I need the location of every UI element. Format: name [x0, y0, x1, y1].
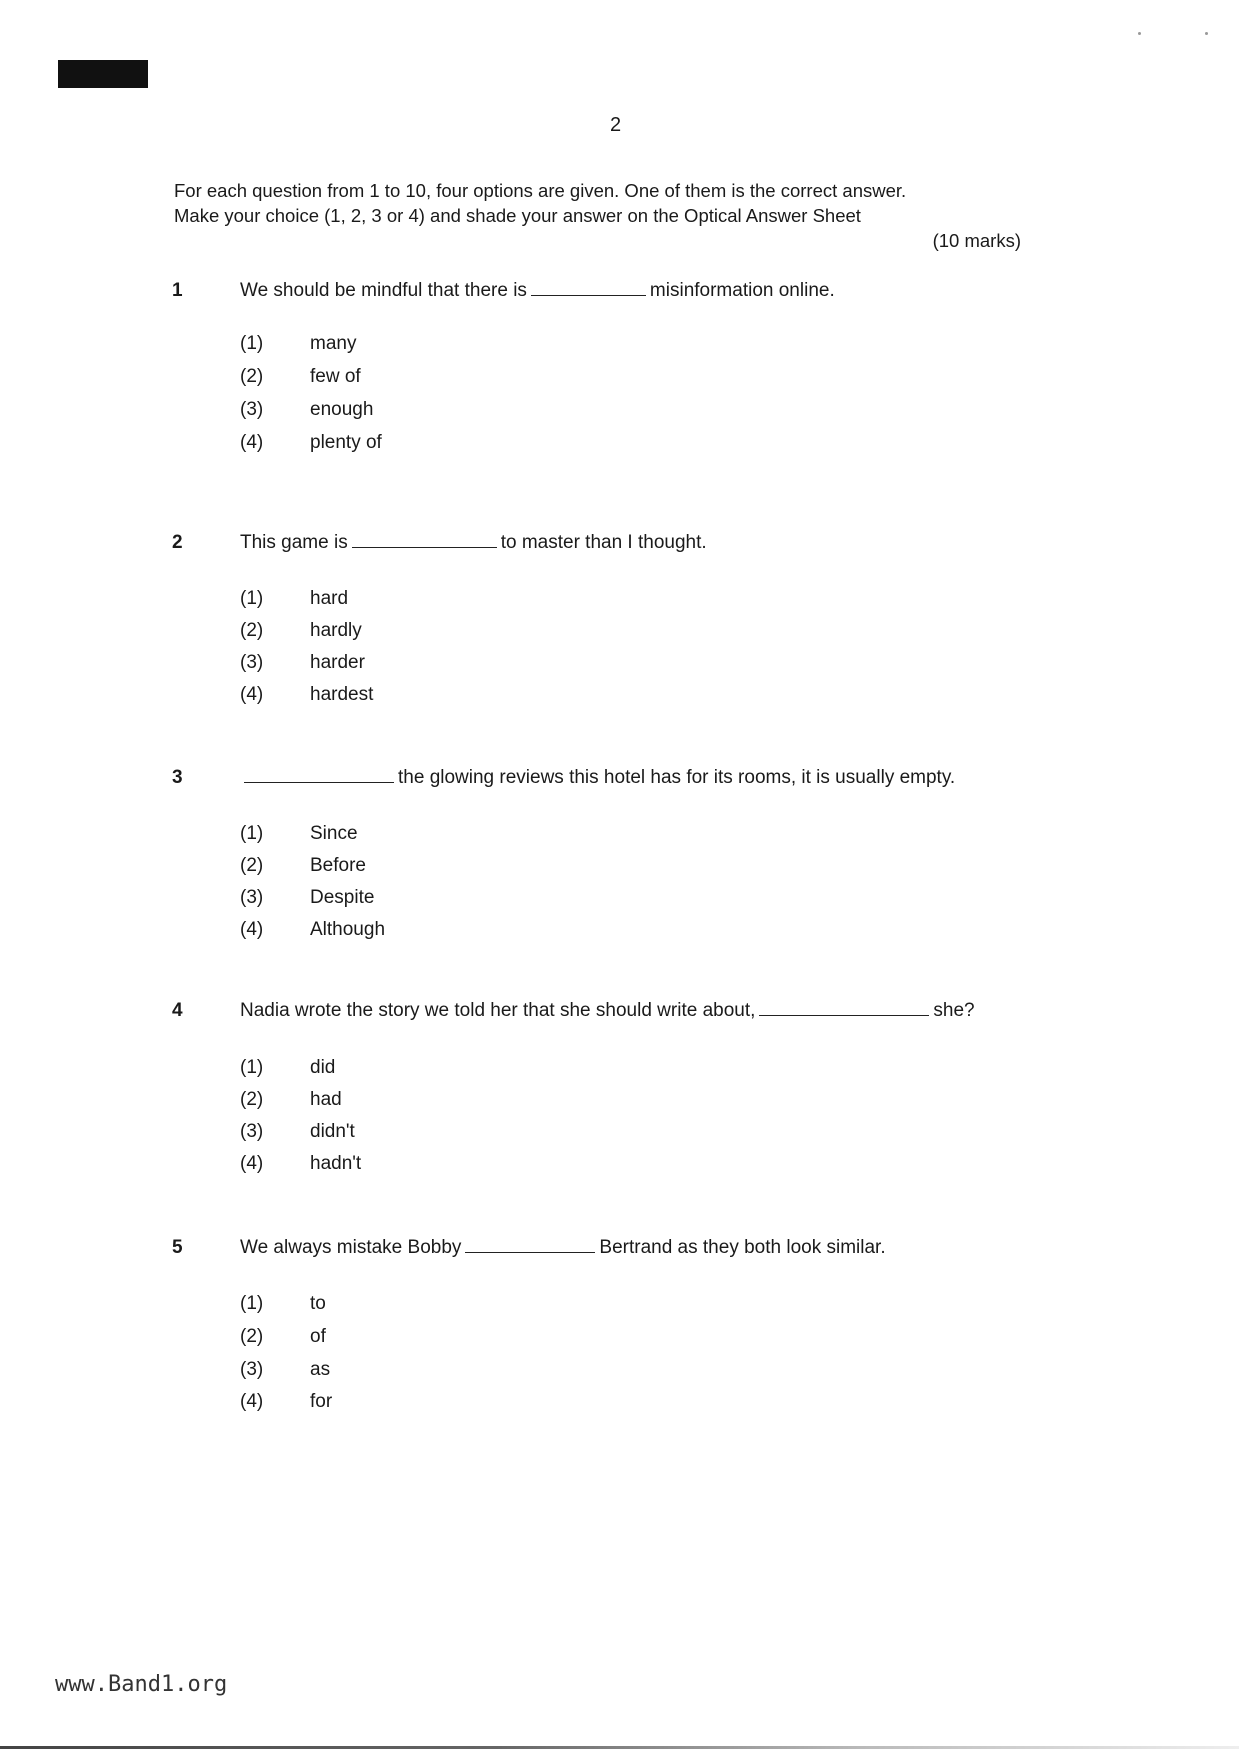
option-number: (4) [240, 1153, 264, 1174]
option-number: (1) [240, 588, 264, 609]
question-text-before: This game is [240, 532, 348, 553]
redacted-block [58, 60, 148, 88]
scan-speck [1205, 32, 1208, 35]
option-number: (2) [240, 1089, 264, 1110]
option-number: (1) [240, 1293, 264, 1314]
question-text-before: Nadia wrote the story we told her that she should write about, [240, 1000, 756, 1021]
option-text: of [310, 1326, 326, 1347]
option-number: (3) [240, 1359, 264, 1380]
option-number: (3) [240, 887, 264, 908]
question-number: 2 [172, 532, 183, 553]
option-text: Before [310, 855, 366, 876]
option-text: didn't [310, 1121, 355, 1142]
question-text-before: We always mistake Bobby [240, 1237, 462, 1258]
option-number: (4) [240, 1391, 264, 1412]
instructions-line-1: For each question from 1 to 10, four options are given. One of them is the correct answer. [174, 180, 907, 201]
option-number: (2) [240, 1326, 264, 1347]
option-number: (4) [240, 919, 264, 940]
question-text [240, 1000, 975, 1022]
option-text: Since [310, 823, 358, 844]
marks-label: (10 marks) [932, 230, 1021, 251]
option-text: to [310, 1293, 326, 1314]
option-text: hardly [310, 620, 362, 641]
question-text-after: the glowing reviews this hotel has for its rooms, it is usually empty. [398, 767, 956, 788]
option-number: (1) [240, 333, 264, 354]
option-text: harder [310, 652, 365, 673]
question-number: 4 [172, 1000, 183, 1021]
option-text: hardest [310, 684, 374, 705]
option-text: Despite [310, 887, 375, 908]
option-text: plenty of [310, 432, 382, 453]
option-text: enough [310, 399, 374, 420]
question-text-after: to master than I thought. [500, 532, 707, 553]
question-number: 5 [172, 1237, 183, 1258]
question-text [240, 767, 955, 789]
question-number: 3 [172, 767, 183, 788]
option-number: (2) [240, 855, 264, 876]
question-text-after: Bertrand as they both look similar. [599, 1237, 886, 1258]
option-text: hadn't [310, 1153, 362, 1174]
option-number: (1) [240, 823, 264, 844]
option-number: (4) [240, 684, 264, 705]
option-text: few of [310, 366, 361, 387]
option-number: (3) [240, 652, 264, 673]
option-number: (3) [240, 1121, 264, 1142]
instructions-line-2: Make your choice (1, 2, 3 or 4) and shade your answer on the Optical Answer Sheet [174, 205, 861, 226]
answer-blank [352, 533, 497, 548]
option-number: (2) [240, 620, 264, 641]
answer-blank [531, 281, 646, 296]
answer-blank [759, 1001, 929, 1016]
page-edge-line [0, 1746, 1239, 1749]
option-text: had [310, 1089, 342, 1110]
option-number: (3) [240, 399, 264, 420]
question-text [240, 280, 835, 302]
answer-blank [465, 1238, 595, 1253]
option-number: (4) [240, 432, 264, 453]
question-text [240, 1237, 886, 1259]
option-text: for [310, 1391, 333, 1412]
option-number: (2) [240, 366, 264, 387]
option-text: did [310, 1057, 336, 1078]
answer-blank [244, 768, 394, 783]
option-number: (1) [240, 1057, 264, 1078]
option-text: hard [310, 588, 349, 609]
footer-url: www.Band1.org [55, 1672, 228, 1697]
question-text-before: We should be mindful that there is [240, 280, 527, 301]
scan-speck [1138, 32, 1141, 35]
question-text-after: misinformation online. [649, 280, 835, 301]
question-number: 1 [172, 280, 183, 301]
question-text-after: she? [933, 1000, 975, 1021]
option-text: many [310, 333, 357, 354]
page-number: 2 [610, 114, 622, 136]
question-text [240, 532, 707, 554]
instructions [174, 178, 906, 228]
option-text: Although [310, 919, 386, 940]
option-text: as [310, 1359, 331, 1380]
